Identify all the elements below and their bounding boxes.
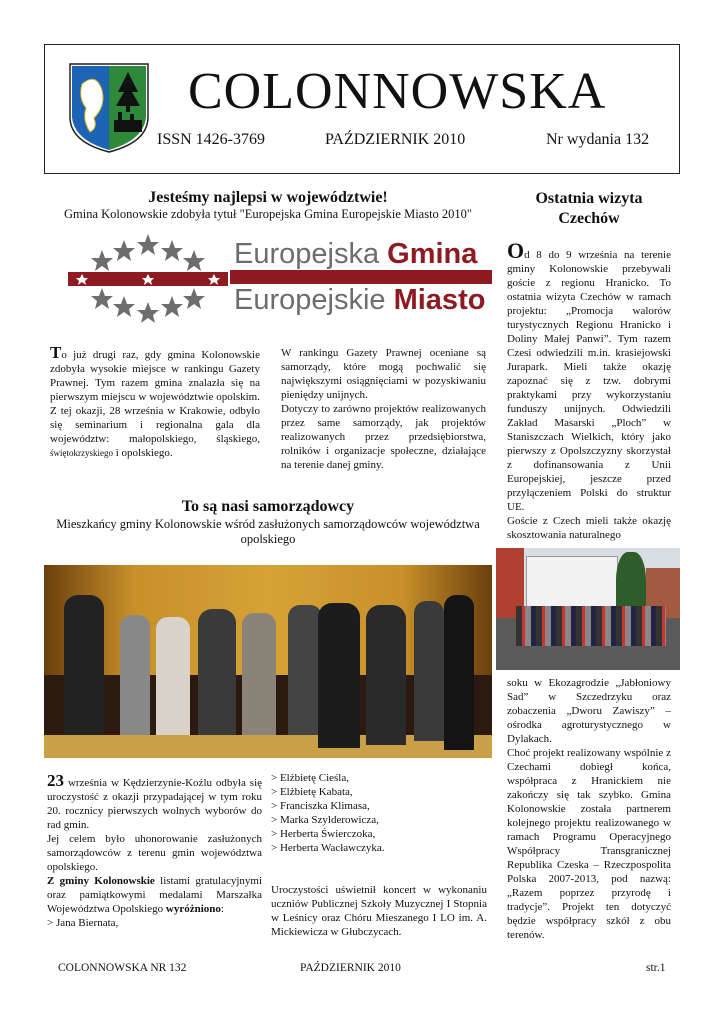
honoree-name: > Marka Szylderowicza, [271,814,379,826]
issue-number: Nr wydania 132 [546,131,650,148]
egem-logo [44,228,492,330]
article1-headline: Jesteśmy najlepsi w województwie! [148,189,388,206]
article3-headline: Ostatnia wizyta Czechów [535,190,643,227]
honoree-name: > Elżbietę Kabata, [271,786,353,798]
honoree-name: > Jana Biernata, [47,917,119,929]
issue-month: PAŹDZIERNIK 2010 [325,131,466,148]
article1-subhead: Gmina Kolonowskie zdobyła tytuł "Europejska Gmina Europejskie Miasto 2010" [63,207,473,221]
honoree-name: > Herberta Wacławczyka. [271,842,385,854]
article2-headline: To są nasi samorządowcy [181,498,355,515]
honoree-name: > Herberta Świerczoka, [271,828,376,840]
ceremony-photo [44,565,492,758]
newspaper-title: COLONNOWSKA [188,63,607,120]
footer-month: PAŹDZIERNIK 2010 [300,962,401,974]
coat-of-arms-icon [68,62,150,154]
article2-col2: > Elżbietę Cieśla, > Elżbietę Kabata, > Franciszka Klimasa, > Marka Szylderowicza, > Herberta Świerczoka, > Herberta Wacławczyka. Uroczystości uświetnił koncert w wykonaniu uczniów Publicznej Szkoły Muzycznej I Stopnia w Leśnicy oraz Chóru Mieszanego I LO im. A. Mickiewicza w Głubczycach. [271,772,487,938]
honoree-name: > Elżbietę Cieśla, [271,772,349,784]
article2-subhead: Mieszkańcy gminy Kolonowskie wśród zasłużonych samorządowców województwa opolskiego [56,517,480,546]
article2-col1: 23 września w Kędzierzynie-Koźlu odbyła się uroczystość z okazji przypadającej w tym roku 20. rocznicy pierwszych wolnych wyborów do rad gmin. Jej celem było uhonorowanie zasłużonych samorządowców z terenu gmin województwa opolskiego. Z gminy Kolonowskie listami gratulacyjnymi oraz pamiątkowymi medalami Marszałka Województwa Opolskiego wyróżniono: > Jana Biernata, [47,771,263,929]
logo-line-2: Europejskie Miasto [234,284,486,316]
issn: ISSN 1426-3769 [157,131,266,148]
page-number: str.1 [646,962,666,974]
stars-icon [68,230,228,328]
article1-col1: To już drugi raz, gdy gmina Kolonowskie zdobyła wysokie miejsce w rankingu Gazety Prawnej. Tym razem gmina znalazła się na pierwszym miejscu w województwie opolskim. Z tej okazji, 28 września w Krakowie, odbyło się seminarium i regionalna gala dla województw: małopolskiego, śląskiego, świętokrzyskiego i opolskiego. [50,343,260,459]
article1-col2: W rankingu Gazety Prawnej oceniane są samorządy, które mogą pochwalić się największymi osiągnięciami w pozyskiwaniu pieniędzy unijnych. Dotyczy to zarówno projektów realizowanych przez same samorządy, jak projektów realizowanych przez przedsiębiorstwa, rolników i organizacje społeczne, działające na terenie danej gminy. [281,347,486,471]
logo-bar [230,270,492,284]
footer-publication: COLONNOWSKA NR 132 [58,962,187,974]
logo-line-1: Europejska Gmina [234,238,478,270]
honoree-name: > Franciszka Klimasa, [271,800,370,812]
article3-col-top: Od 8 do 9 września na terenie gminy Kolonowskie przebywali goście z regionu Hranicko. To ostatnia wizyta Czechów w ramach projektu: „Promocja walorów turystycznych Regionu Hranicko i Doliny Małej Panwi”. Tym razem Czesi odwiedzili m.in. krasiejowski Jurapark. Mieli także okazję zapoznać się z tzw. dobrymi praktykami przy wykorzystaniu funduszy unijnych. Odwiedzili Zakład Masarski „Ploch” w Staniszczach Wielkich, który jako pierwszy z Opolszczyzny skorzystał z dofinansowania z Unii Europejskiej, jeszcze przed przyłączeniem Polski do struktur UE. Goście z Czech mieli także okazję skosztowania naturalnego [507,238,671,541]
article3-col-bottom: soku w Ekozagrodzie „Jabłoniowy Sad” w Szczedrzyku oraz zobaczenia „Dworu Zawiszy” – ośrodka agroturystycznego w Dylakach. Choć projekt realizowany wspólnie z Czechami dobiegł końca, współpraca z Hranickiem nie zakończy się tak szybko. Gmina Kolonowskie została partnerem kolejnego projektu realizowanego w ramach Programu Operacyjnego Współpracy Transgranicznej Republika Czeska – Rzeczpospolita Polska 2007-2013, pod nazwą: „Razem poprzez przyrodę i tradycje”. Projekt ten dotyczyć będzie współpracy szkół z obu terenów. [507,677,671,941]
visit-photo [496,548,680,670]
